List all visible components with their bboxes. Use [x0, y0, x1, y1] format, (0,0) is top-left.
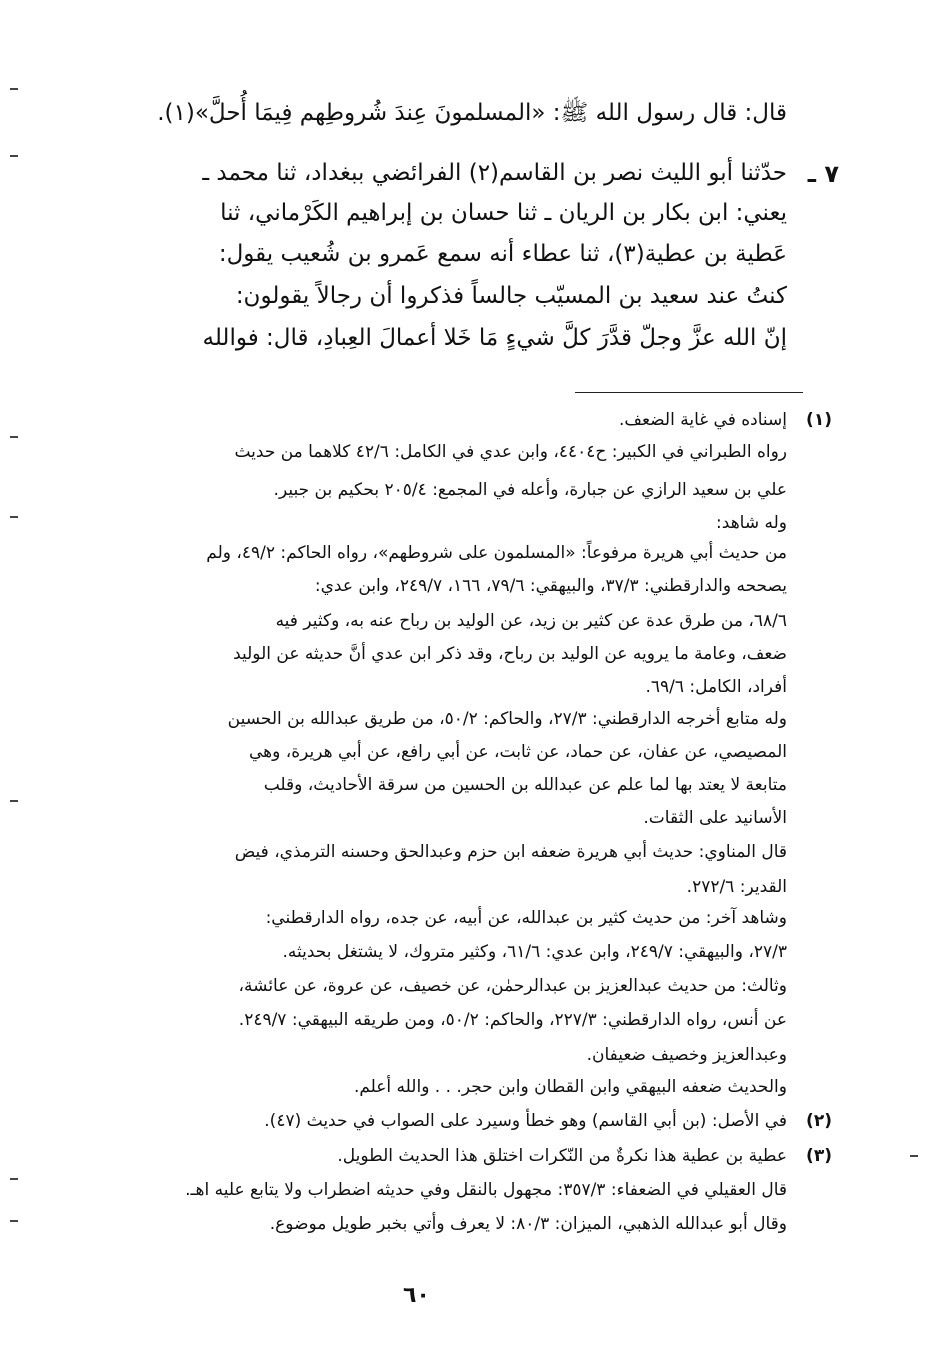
main-line-2: حدّثنا أبو الليث نصر بن القاسم(٢) الفرائضي ببغداد، ثنا محمد ـ	[202, 160, 787, 186]
footnote-line: القدير: ٢٧٢/٦.	[686, 877, 787, 897]
main-line-1: قال: قال رسول الله ﷺ: «المسلمونَ عِندَ شُروطِهم فِيمَا أُحلَّ»(١).	[157, 100, 787, 126]
margin-mark	[10, 1220, 18, 1222]
footnote-3-number: (٣)	[806, 1146, 832, 1166]
footnote-2-text: في الأصل: (بن أبي القاسم) وهو خطأ وسيرد على الصواب في حديث (٤٧).	[264, 1111, 787, 1131]
footnote-line: قال المناوي: حديث أبي هريرة ضعفه ابن حزم وعبدالحق وحسنه الترمذي، فيض	[234, 842, 787, 862]
margin-mark	[10, 800, 18, 802]
hadith-number: ٧ ـ	[807, 160, 839, 188]
footnote-line: وله شاهد:	[716, 513, 787, 533]
footnote-line: رواه الطبراني في الكبير: ح٤٤٠٤، وابن عدي في الكامل: ٤٢/٦ كلاهما من حديث	[234, 442, 787, 462]
margin-mark	[10, 155, 18, 157]
margin-mark	[10, 436, 18, 438]
footnote-line: أفراد، الكامل: ٦٩/٦.	[645, 677, 787, 697]
footnote-line: عن أنس، رواه الدارقطني: ٢٢٧/٣، والحاكم: ٥٠/٢، ومن طريقه البيهقي: ٢٤٩/٧.	[238, 1010, 787, 1030]
footnote-separator	[575, 392, 803, 393]
main-line-6: إنّ الله عزَّ وجلّ قدَّرَ كلَّ شيءٍ مَا خَلا أعمالَ العِبادِ، قال: فوالله	[202, 325, 787, 351]
footnote-line: الأسانيد على الثقات.	[643, 808, 787, 828]
margin-mark	[10, 516, 18, 518]
footnote-line: المصيصي، عن عفان، عن حماد، عن ثابت، عن أبي رافع، عن أبي هريرة، وهي	[249, 742, 787, 762]
margin-mark	[910, 1155, 918, 1157]
footnote-line: ٢٧/٣، والبيهقي: ٢٤٩/٧، وابن عدي: ٦١/٦، وكثير متروك، لا يشتغل بحديثه.	[282, 942, 787, 962]
footnote-line: والحديث ضعفه البيهقي وابن القطان وابن حجر. . . والله أعلم.	[353, 1077, 787, 1097]
footnote-1-number: (١)	[806, 410, 832, 430]
page-number: ٦٠	[403, 1283, 430, 1308]
footnote-line: من حديث أبي هريرة مرفوعاً: «المسلمون على شروطهم»، رواه الحاكم: ٤٩/٢، ولم	[206, 543, 787, 563]
footnote-line: إسناده في غاية الضعف.	[618, 410, 787, 430]
footnote-line: ٦٨/٦، من طرق عدة عن كثير بن زيد، عن الوليد بن رباح عنه به، وكثير فيه	[275, 611, 787, 631]
footnote-line: وعبدالعزيز وخصيف ضعيفان.	[586, 1045, 787, 1065]
footnote-line: علي بن سعيد الرازي عن جبارة، وأعله في المجمع: ٢٠٥/٤ بحكيم بن جبير.	[273, 480, 787, 500]
footnote-line: وثالث: من حديث عبدالعزيز بن عبدالرحمٰن، عن خصيف، عن عروة، عن عائشة،	[238, 976, 787, 996]
footnote-line: عطية بن عطية هذا نكرةٌ من النّكرات اختلق هذا الحديث الطويل.	[337, 1146, 787, 1166]
margin-mark	[10, 88, 18, 90]
footnote-2-number: (٢)	[806, 1111, 832, 1131]
footnote-line: وشاهد آخر: من حديث كثير بن عبدالله، عن أبيه، عن جده، رواه الدارقطني:	[265, 908, 787, 928]
main-line-5: كنتُ عند سعيد بن المسيّب جالساً فذكروا أن رجالاً يقولون:	[235, 283, 787, 309]
footnote-line: يصححه والدارقطني: ٣٧/٣، والبيهقي: ٧٩/٦، ١٦٦، ٢٤٩/٧، وابن عدي:	[314, 576, 787, 596]
footnote-line: قال العقيلي في الضعفاء: ٣٥٧/٣: مجهول بالنقل وفي حديثه اضطراب ولا يتابع عليه اهـ.	[185, 1180, 787, 1200]
footnote-line: وله متابع أخرجه الدارقطني: ٢٧/٣، والحاكم: ٥٠/٢، من طريق عبدالله بن الحسين	[227, 709, 787, 729]
margin-mark	[10, 1178, 18, 1180]
footnote-line: وقال أبو عبدالله الذهبي، الميزان: ٨٠/٣: لا يعرف وأتي بخبر طويل موضوع.	[269, 1214, 787, 1234]
main-line-4: عَطية بن عطية(٣)، ثنا عطاء أنه سمع عَمرو بن شُعيب يقول:	[218, 241, 787, 267]
main-line-3: يعني: ابن بكار بن الريان ـ ثنا حسان بن إبراهيم الكَرْماني، ثنا	[220, 200, 787, 226]
footnote-line: متابعة لا يعتد بها لما علم عن عبدالله بن الحسين من سرقة الأحاديث، وقلب	[263, 775, 787, 795]
footnote-line: ضعف، وعامة ما يرويه عن الوليد بن رباح، وقد ذكر ابن عدي أنَّ حديثه عن الوليد	[233, 644, 787, 664]
